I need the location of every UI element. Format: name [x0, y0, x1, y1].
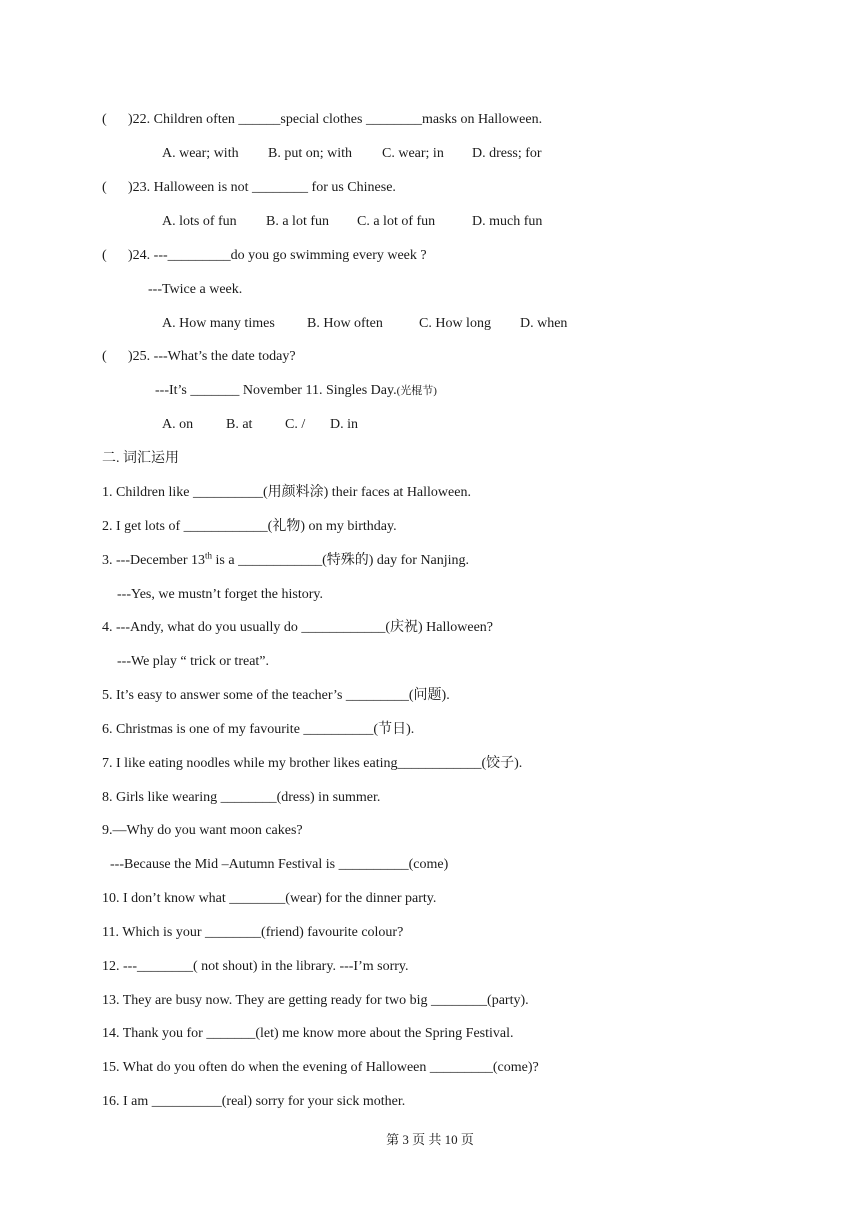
question-reply — [155, 382, 437, 400]
page-footer: 第 3 页 共 10 页 — [386, 1132, 474, 1147]
answer-paren: ( — [102, 180, 107, 195]
vocab-item-5: 5. It’s easy to answer some of the teacher’s _________(问题). — [102, 688, 450, 703]
vocab-item-12: 12. ---________( not shout) in the library. ---I’m sorry. — [102, 959, 409, 974]
item-text: 3. ---December 13 — [102, 553, 206, 568]
vocab-item-10: 10. I don’t know what ________(wear) for the dinner party. — [102, 891, 437, 906]
option-a: A. wear; with — [162, 146, 239, 161]
vocab-item-4-reply: ---We play “ trick or treat”. — [117, 654, 270, 669]
vocab-item-13: 13. They are busy now. They are getting ready for two big ________(party). — [102, 993, 529, 1008]
option-d: D. when — [520, 316, 568, 331]
vocab-item-1: 1. Children like __________(用颜料涂) their faces at Halloween. — [102, 485, 471, 500]
answer-paren: ( — [102, 112, 107, 127]
question-stem: )25. ---What’s the date today? — [128, 349, 296, 364]
vocab-item-4: 4. ---Andy, what do you usually do ____________(庆祝) Halloween? — [102, 620, 494, 635]
answer-paren: ( — [102, 349, 107, 364]
option-a: A. on — [162, 417, 194, 432]
vocab-item-2: 2. I get lots of ____________(礼物) on my birthday. — [102, 519, 397, 534]
option-b: B. How often — [307, 316, 383, 331]
vocab-item-16: 16. I am __________(real) sorry for your sick mother. — [102, 1094, 406, 1109]
reply-note: (光棍节) — [396, 385, 437, 397]
reply-text: ---It’s _______ November 11. Singles Day. — [155, 383, 397, 398]
option-c: C. a lot of fun — [357, 214, 436, 229]
option-c: C. wear; in — [382, 146, 444, 161]
question-22 — [102, 111, 542, 129]
option-d: D. much fun — [472, 214, 543, 229]
question-24 — [102, 247, 427, 265]
option-a: A. lots of fun — [162, 214, 237, 229]
option-c: C. How long — [419, 316, 491, 331]
vocab-item-7: 7. I like eating noodles while my brother likes eating____________(饺子). — [102, 756, 523, 771]
option-d: D. dress; for — [472, 146, 542, 161]
item-text-rest: is a ____________(特殊的) day for Nanjing. — [212, 553, 470, 568]
vocab-item-8: 8. Girls like wearing ________(dress) in summer. — [102, 790, 381, 805]
option-b: B. put on; with — [268, 146, 353, 161]
vocab-item-9: 9.—Why do you want moon cakes? — [102, 823, 303, 838]
ordinal-suffix: th — [205, 550, 213, 561]
option-b: B. at — [226, 417, 253, 432]
option-c: C. / — [285, 417, 306, 432]
answer-paren: ( — [102, 248, 107, 263]
question-stem: )23. Halloween is not ________ for us Chinese. — [128, 180, 396, 195]
question-stem: )24. ---_________do you go swimming every week ? — [128, 248, 427, 263]
question-25 — [102, 348, 296, 366]
section-heading: 二. 词汇运用 — [102, 451, 179, 466]
option-d: D. in — [330, 417, 358, 432]
question-23 — [102, 179, 396, 197]
vocab-item-3-reply: ---Yes, we mustn’t forget the history. — [117, 587, 323, 602]
vocab-item-6: 6. Christmas is one of my favourite __________(节日). — [102, 722, 415, 737]
vocab-item-9-reply: ---Because the Mid –Autumn Festival is __________(come) — [110, 857, 449, 872]
vocab-item-15: 15. What do you often do when the evening of Halloween _________(come)? — [102, 1060, 539, 1075]
option-a: A. How many times — [162, 316, 275, 331]
vocab-item-14: 14. Thank you for _______(let) me know more about the Spring Festival. — [102, 1026, 514, 1041]
question-stem: )22. Children often ______special clothes ________masks on Halloween. — [128, 112, 543, 127]
question-reply: ---Twice a week. — [148, 282, 243, 297]
vocab-item-11: 11. Which is your ________(friend) favourite colour? — [102, 925, 404, 940]
option-b: B. a lot fun — [266, 214, 329, 229]
vocab-item-3 — [102, 552, 469, 570]
